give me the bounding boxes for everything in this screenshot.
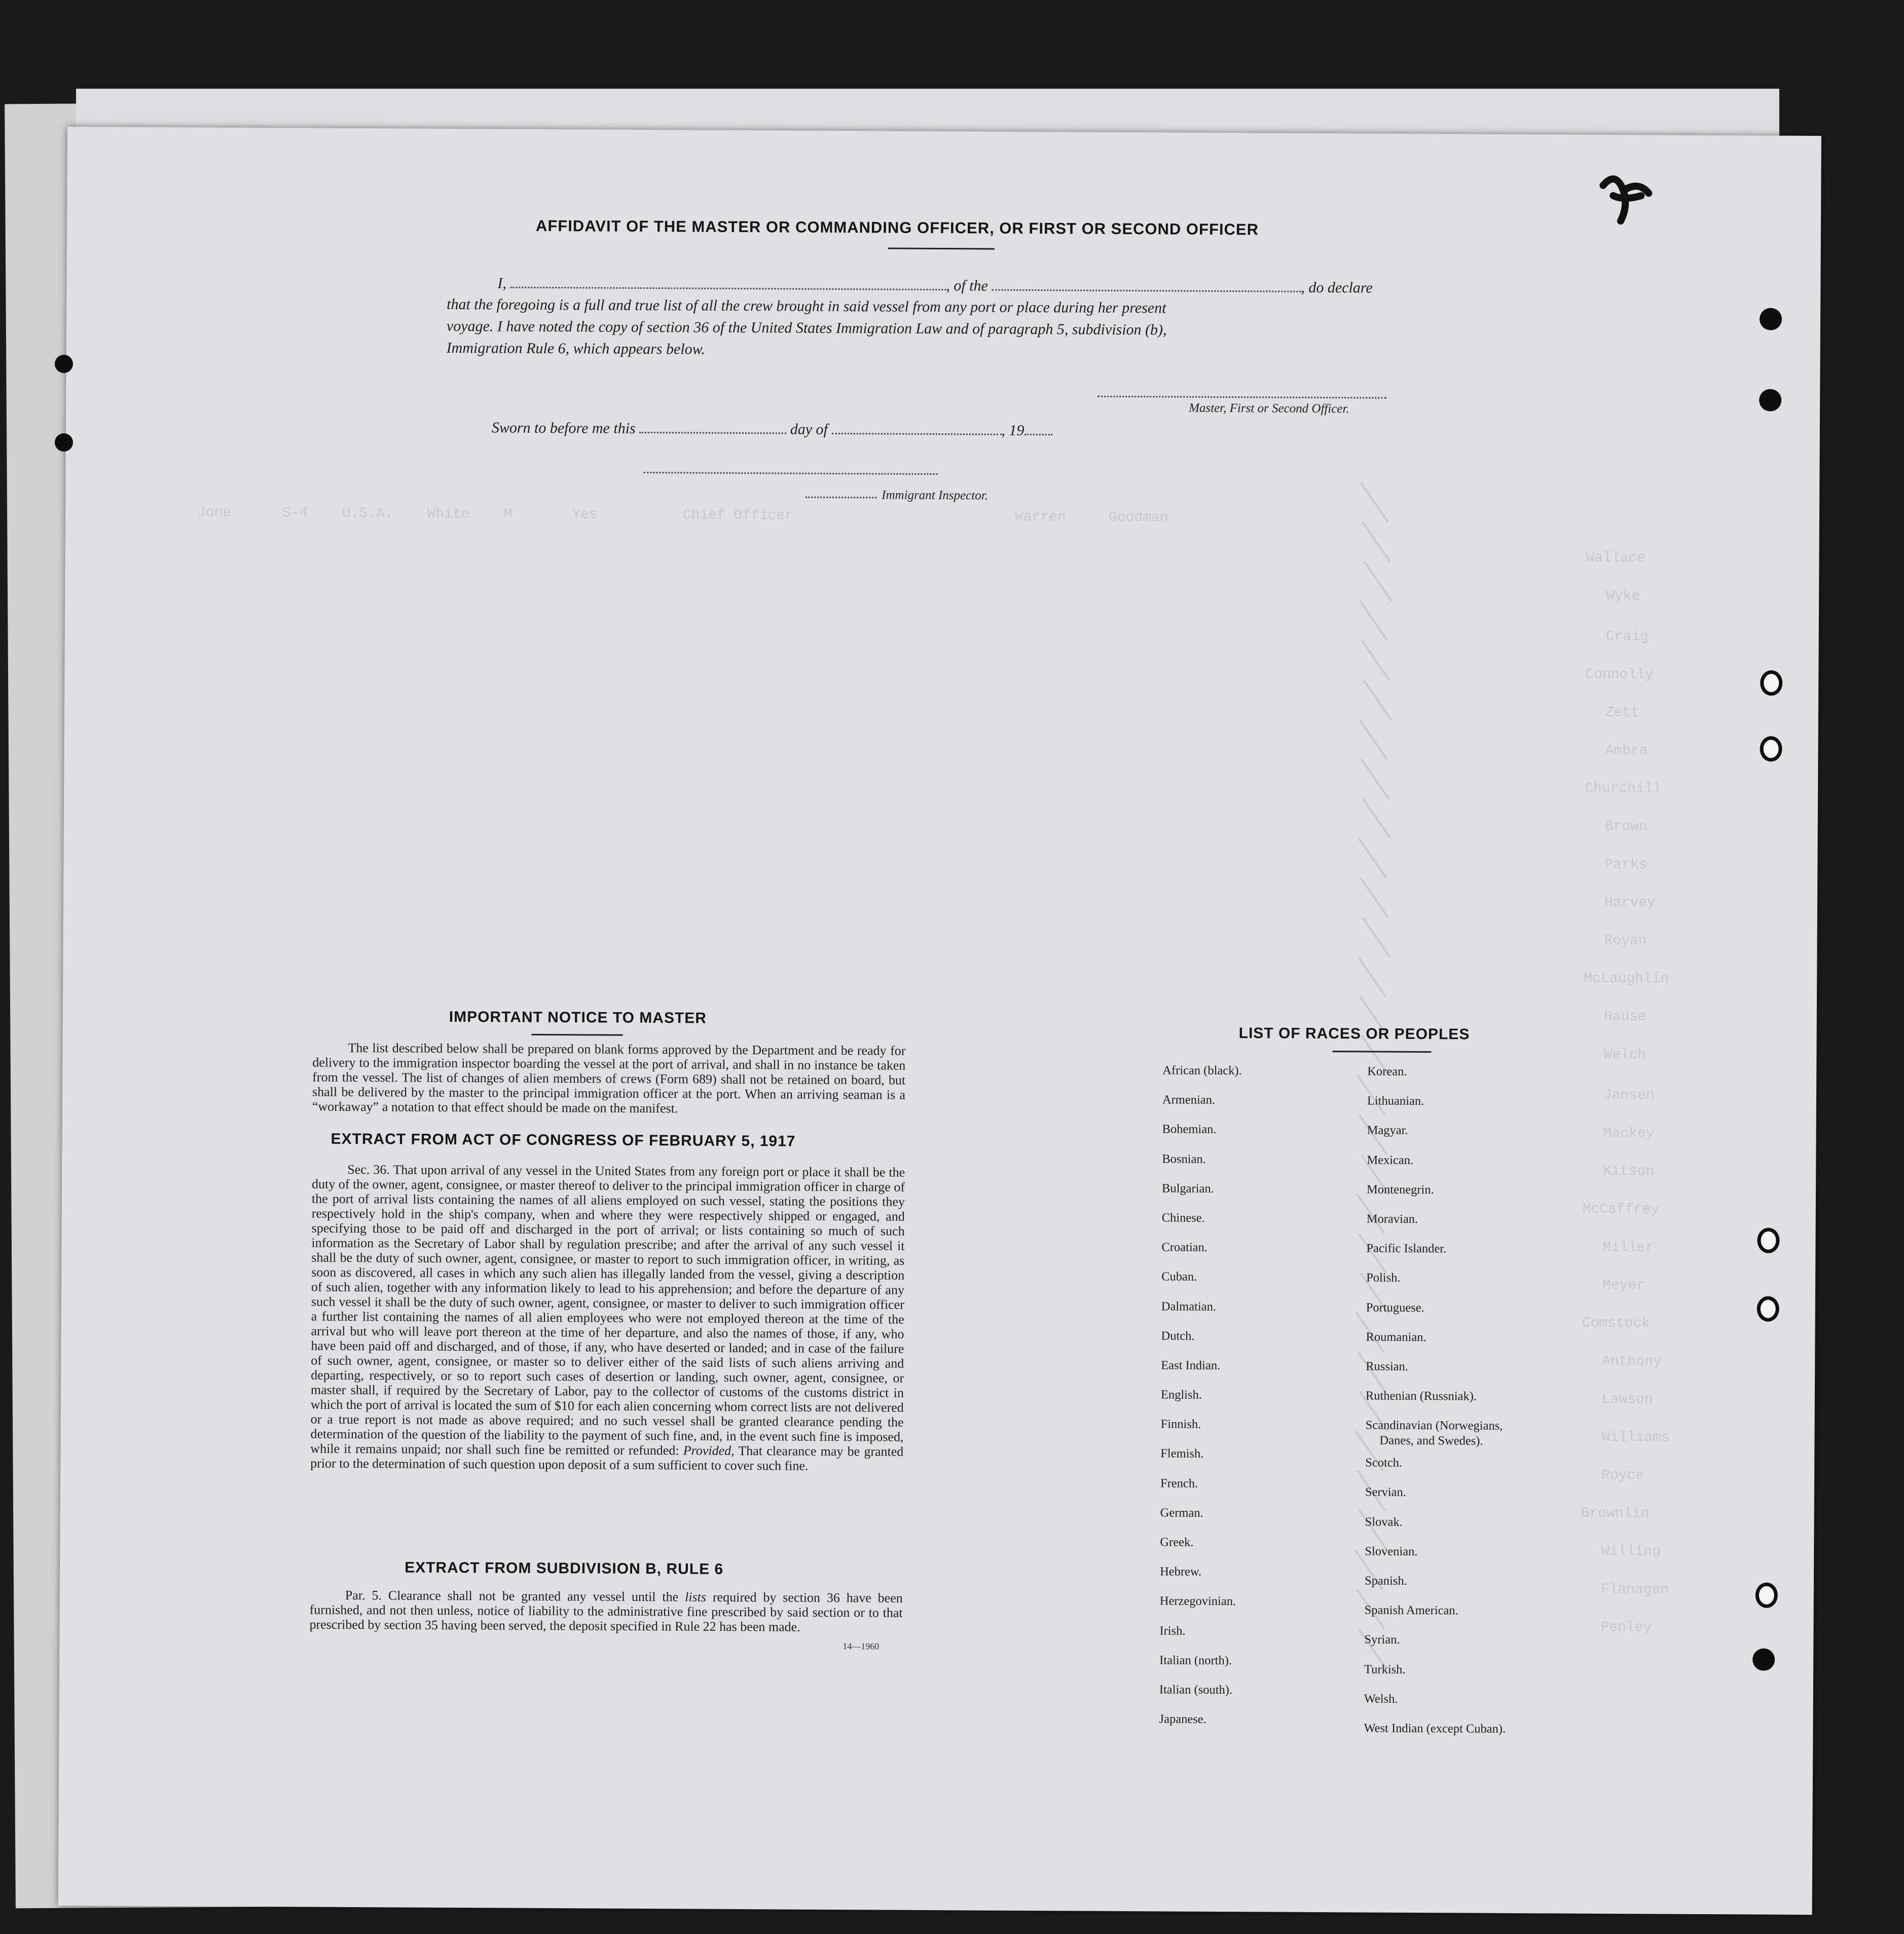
race-item: Danes, and Swedes).: [1379, 1433, 1483, 1448]
extract-rule-text: [309, 1588, 902, 1635]
race-item: Polish.: [1366, 1271, 1401, 1285]
race-item: Armenian.: [1162, 1093, 1216, 1107]
affidavit-line-1: [497, 273, 1373, 296]
extract-act-title: EXTRACT FROM ACT OF CONGRESS OF FEBRUARY 5, 1917: [331, 1130, 796, 1150]
race-item: East Indian.: [1161, 1358, 1221, 1372]
race-item: Turkish.: [1364, 1662, 1406, 1677]
sworn-day-blank[interactable]: [639, 419, 786, 434]
bleed-through-stroke: [1360, 877, 1388, 918]
race-item: Spanish.: [1364, 1574, 1407, 1588]
bleed-through-stroke: [1362, 798, 1391, 839]
bleed-through-text: Mackey: [1603, 1125, 1655, 1142]
affidavit-of-the: , of the: [946, 277, 988, 294]
race-item: Flemish.: [1160, 1446, 1204, 1461]
affidavit-title: AFFIDAVIT OF THE MASTER OR COMMANDING OFFICER, OR FIRST OR SECOND OFFICER: [535, 216, 1259, 239]
bleed-through-stroke: [1361, 759, 1389, 799]
bleed-through-text: Kitson: [1603, 1163, 1655, 1180]
bleed-through-stroke: [1359, 601, 1388, 641]
race-item: Herzegovinian.: [1159, 1594, 1236, 1609]
race-item: Dalmatian.: [1161, 1299, 1217, 1314]
bleed-through-stroke: [1362, 917, 1390, 957]
sworn-prefix: Sworn to before me this: [491, 419, 636, 437]
bleed-through-text: Wyke: [1606, 588, 1640, 605]
race-item: Welsh.: [1364, 1692, 1398, 1706]
bleed-through-text: Jone S-4 U.S.A. White M Yes Chief Officer Warren Goodman: [197, 505, 1168, 526]
extract-act-text: [310, 1162, 905, 1474]
race-item: Scotch.: [1365, 1456, 1403, 1470]
bleed-through-text: Meyer: [1602, 1277, 1645, 1294]
punch-hole: [1757, 1228, 1779, 1253]
bleed-through-text: Brown: [1604, 819, 1647, 835]
bleed-through-text: Churchill: [1585, 780, 1662, 797]
bleed-through-stroke: [1363, 680, 1392, 720]
race-item: Cuban.: [1161, 1270, 1197, 1284]
race-item: African (black).: [1162, 1063, 1242, 1078]
race-item: Slovenian.: [1365, 1544, 1418, 1558]
punch-hole: [1759, 389, 1781, 411]
race-item: Chinese.: [1161, 1211, 1205, 1225]
race-item: Magyar.: [1367, 1123, 1408, 1138]
bleed-through-stroke: [1361, 640, 1390, 681]
race-item: Montenegrin.: [1366, 1182, 1434, 1197]
race-item: Greek.: [1160, 1535, 1194, 1549]
race-item: Italian (north).: [1159, 1653, 1232, 1667]
races-underline: [1332, 1051, 1431, 1053]
bleed-through-stroke: [1358, 838, 1387, 878]
bleed-through-text: McLaughlin: [1584, 971, 1669, 987]
provided-text: That clearance may be granted prior to the determination of such question upon deposit of a sum sufficient to cover such fine.: [310, 1443, 904, 1473]
race-item: Bulgarian.: [1161, 1181, 1214, 1196]
notice-text: The list described below shall be prepared on blank forms approved by the Department and be ready for delivery to the immigration inspector boarding the vessel at the port of arrival, and shall in no instance be taken from the vessel. The list of changes of alien members of crews (Form 689) shall not be retained on board, but shall be delivered by the master to the principal immigration officer at the port. When an arriving seaman is a “workaway” a notation to that effect should be made on the manifest.: [312, 1040, 906, 1116]
race-item: Japanese.: [1159, 1712, 1206, 1726]
race-item: Mexican.: [1367, 1153, 1414, 1167]
race-item: Slovak.: [1365, 1515, 1403, 1529]
signature-caption: Master, First or Second Officer.: [1189, 401, 1349, 416]
bleed-through-text: Zett: [1605, 704, 1640, 721]
punch-hole: [1752, 1648, 1775, 1670]
race-item: Korean.: [1367, 1064, 1407, 1078]
bleed-through-text: Willing: [1601, 1543, 1661, 1560]
bleed-through-stroke: [1359, 719, 1387, 760]
inspector-line-1[interactable]: [643, 472, 937, 475]
inspector-caption: Immigrant Inspector.: [882, 488, 988, 503]
race-item: Ruthenian (Russniak).: [1365, 1389, 1477, 1403]
bleed-through-stroke: [1364, 561, 1393, 602]
bleed-through-text: Miller: [1602, 1239, 1654, 1256]
race-item: Pacific Islander.: [1366, 1241, 1447, 1256]
sworn-day-of: day of: [790, 421, 828, 438]
race-item: Syrian.: [1364, 1632, 1400, 1647]
race-item: Irish.: [1159, 1623, 1186, 1638]
bleed-through-text: Lawson: [1601, 1391, 1653, 1408]
bleed-through-text: Parks: [1604, 857, 1647, 873]
punch-hole: [1760, 736, 1782, 761]
provided-label: Provided,: [683, 1443, 735, 1458]
punch-hole: [1757, 1296, 1779, 1321]
race-item: Bohemian.: [1162, 1122, 1217, 1137]
bleed-through-text: Connolly: [1585, 666, 1654, 683]
ink-mark-icon: [1593, 165, 1659, 227]
affidavit-i: I,: [497, 275, 506, 292]
race-item: Bosnian.: [1162, 1151, 1206, 1166]
extract-rule-title: EXTRACT FROM SUBDIVISION B, RULE 6: [405, 1559, 724, 1578]
bleed-through-text: Harvey: [1604, 895, 1656, 911]
race-item: West Indian (except Cuban).: [1364, 1721, 1506, 1736]
race-item: Hebrew.: [1160, 1565, 1202, 1579]
sec-label: Sec. 36.: [347, 1162, 390, 1177]
race-item: Italian (south).: [1159, 1683, 1233, 1697]
bleed-through-text: Penley: [1600, 1619, 1652, 1636]
bleed-through-text: Royan: [1604, 933, 1647, 949]
affidavit-line-2: that the foregoing is a full and true list of all the crew brought in said vessel from any port or place during her present: [447, 295, 1166, 317]
bleed-through-text: Anthony: [1602, 1353, 1662, 1370]
signature-line[interactable]: [1097, 396, 1386, 399]
bleed-through-text: Welch: [1603, 1047, 1646, 1063]
affidavit-declare: , do declare: [1301, 279, 1373, 296]
races-right-column: [1364, 1057, 1509, 1744]
document-page: [58, 127, 1821, 1915]
sworn-year: , 19: [1001, 422, 1024, 439]
race-item: Croatian.: [1161, 1240, 1208, 1254]
punch-hole: [1760, 308, 1782, 330]
punch-hole: [55, 433, 73, 452]
notice-title: IMPORTANT NOTICE TO MASTER: [449, 1008, 707, 1027]
bleed-through-text: Wallace: [1586, 550, 1646, 567]
races-title: LIST OF RACES OR PEOPLES: [1238, 1025, 1470, 1043]
bleed-through-text: Royce: [1601, 1467, 1644, 1484]
race-item: Finnish.: [1160, 1417, 1201, 1431]
punch-hole: [1760, 670, 1782, 695]
race-item: Servian.: [1365, 1485, 1406, 1500]
bleed-through-text: Ambra: [1605, 742, 1648, 759]
vessel-blank[interactable]: [992, 276, 1301, 292]
races-left-column: [1159, 1056, 1241, 1734]
race-item: Dutch.: [1161, 1329, 1195, 1343]
title-underline: [888, 247, 995, 249]
race-item: Russian.: [1366, 1359, 1409, 1373]
rule-text-a: Par. 5. Clearance shall not be granted any vessel until the: [345, 1587, 679, 1605]
punch-hole: [1755, 1582, 1778, 1608]
notice-underline: [532, 1034, 623, 1036]
bleed-through-stroke: [1358, 956, 1386, 997]
affidavit-line-3: voyage. I have noted the copy of section 36 of the United States Immigration Law and of paragraph 5, subdivision (b),: [446, 317, 1167, 339]
sworn-line: [492, 418, 1052, 439]
rule-text-b: required by section 36 have been furnished, and not then unless, notice of liability to the administrative fine prescribed by said section or to that prescribed by section 35 having been served, the deposit specified in Rule 22 has been made.: [309, 1589, 903, 1634]
form-number: 14—1960: [843, 1641, 880, 1652]
bleed-through-text: Williams: [1601, 1429, 1670, 1446]
bleed-through-text: Comstock: [1582, 1315, 1651, 1332]
bleed-through-text: Craig: [1605, 628, 1649, 645]
race-item: Spanish American.: [1364, 1603, 1458, 1618]
affidavit-line-4: Immigration Rule 6, which appears below.: [446, 339, 706, 358]
bleed-through-stroke: [1362, 522, 1390, 562]
sworn-year-blank[interactable]: [1024, 421, 1052, 435]
inspector-line-2[interactable]: [805, 497, 876, 499]
race-item: English.: [1160, 1388, 1202, 1402]
race-item: Moravian.: [1366, 1212, 1418, 1226]
race-item: French.: [1160, 1476, 1198, 1491]
sworn-month-blank[interactable]: [831, 420, 1001, 435]
bleed-through-text: McCaffrey: [1582, 1201, 1660, 1218]
bleed-through-stroke: [1360, 482, 1388, 523]
rule-text-lists: lists: [685, 1589, 707, 1605]
punch-hole: [55, 355, 73, 373]
bleed-through-text: Brownlin: [1581, 1505, 1650, 1522]
bleed-through-text: Jansen: [1603, 1087, 1655, 1104]
race-item: Scandinavian (Norwegians,: [1365, 1418, 1503, 1433]
race-item: Portuguese.: [1366, 1300, 1424, 1315]
race-item: German.: [1160, 1506, 1203, 1520]
bleed-through-text: Flanagan: [1600, 1581, 1669, 1598]
race-item: Lithuanian.: [1367, 1094, 1424, 1108]
name-blank[interactable]: [510, 274, 946, 291]
bleed-through-text: Hause: [1603, 1009, 1646, 1025]
sec-36-body: That upon arrival of any vessel in the United States from any foreign port or place it shall be the duty of the owner, agent, consignee, or master thereof to deliver to the principal immigration officer in charge of the port of arrival lists containing the names of all aliens employed on such vessel, stating the positions they respectively hold in the ship's company, when and where they were respectively shipped or engaged, and specifying those to be paid off and discharged in the port of arrival; or lists containing so much of such information as the Secretary of Labor shall by regulation prescribe; and after the arrival of any such vessel it shall be the duty of such owner, agent, consignee, or master to report to such immigration officer, in writing, as soon as discovered, all cases in which any such alien has illegally landed from the vessel, giving a description of such alien, together with any information likely to lead to his apprehension; and before the departure of any such vessel it shall be the duty of such owner, agent, consignee, or master to deliver to such immigration officer a further list containing the names of all alien employees who were not employed thereon at the time of the arrival but who will leave port thereon at the time of her departure, and also the names of those, if any, who have been paid off and discharged, and of those, if any, who have deserted or landed; and in case of the failure of such owner, agent, consignee, or master so to deliver either of the said lists of such aliens arriving and departing, respectively, or so to report such cases of desertion or landing, such owner, agent, consignee, or master shall, if required by the Secretary of Labor, pay to the collector of customs of the customs district in which the port of arrival is located the sum of $10 for each alien concerning whom correct lists are not delivered or a true report is not made as above required; and no such vessel shall be granted clearance pending the determination of the question of the liability to the payment of such fine, and, in the event such fine is imposed, while it remains unpaid; nor shall such fine be remitted or refunded:: [310, 1162, 905, 1458]
race-item: Roumanian.: [1366, 1330, 1426, 1344]
